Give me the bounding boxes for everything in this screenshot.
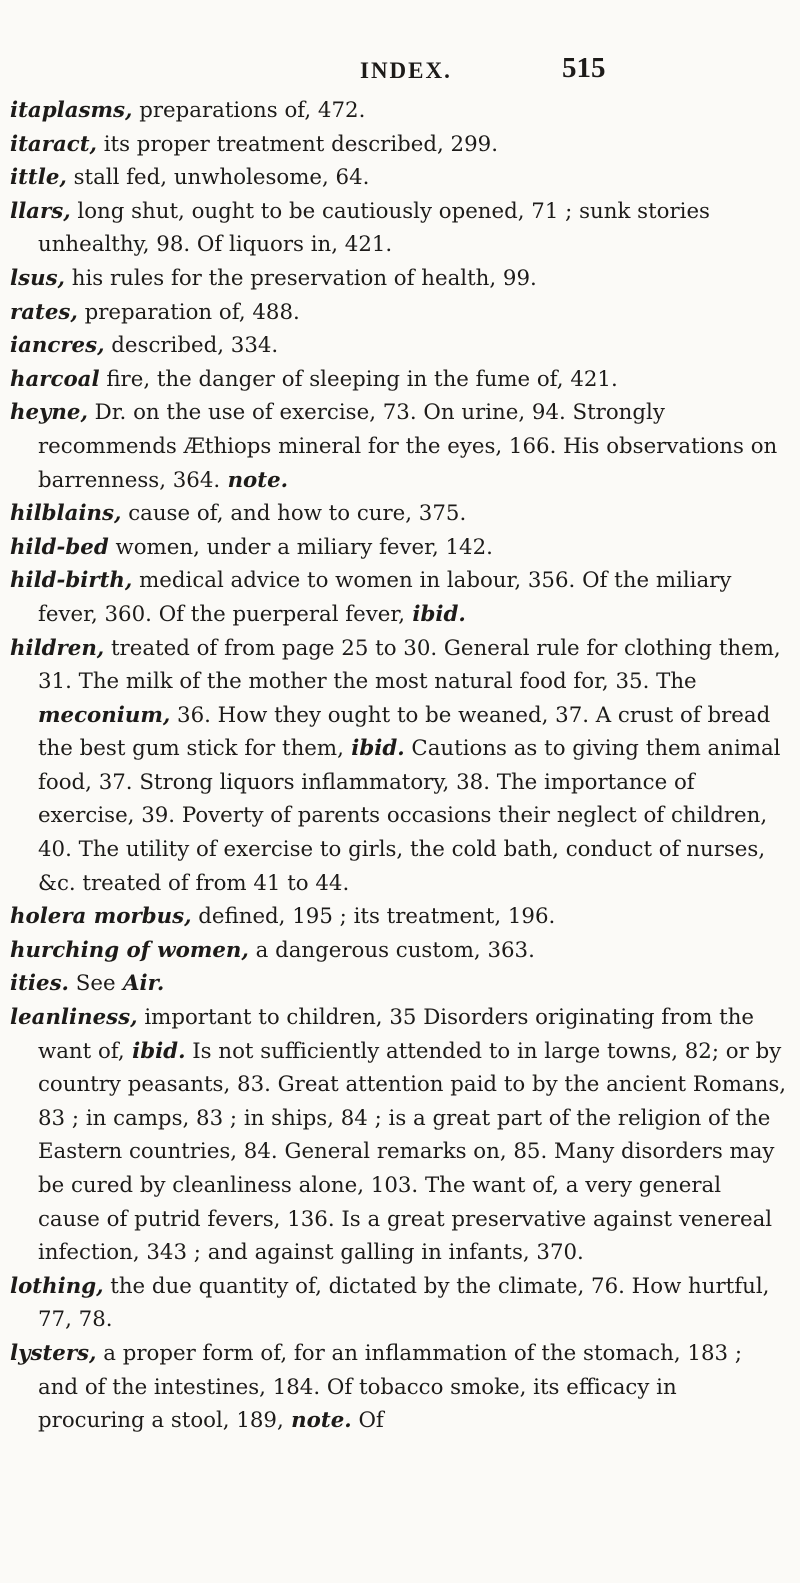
entry-text: Of	[351, 1408, 384, 1434]
entry-keyword: hurching of women,	[10, 937, 249, 963]
entry-keyword: heyne,	[10, 400, 88, 426]
entry-keyword: itaract,	[10, 131, 97, 157]
entry-keyword: hild-birth,	[10, 568, 133, 594]
entry-text: defined, 195 ; its treatment, 196.	[191, 904, 556, 930]
index-entry	[10, 296, 788, 330]
entry-keyword: leanliness,	[10, 1005, 138, 1031]
entry-text: women, under a miliary fever, 142.	[108, 534, 493, 560]
entry-italic: note.	[283, 1408, 352, 1434]
index-entry	[10, 1270, 788, 1337]
entry-text: preparation of, 488.	[77, 299, 300, 325]
entry-text: the due quantity of, dictated by the climate, 76. How hurtful, 77, 78.	[38, 1273, 770, 1333]
index-entry	[10, 363, 788, 397]
entry-italic: note.	[220, 467, 289, 493]
entry-text: a dangerous custom, 363.	[248, 937, 535, 963]
entry-keyword: lysters,	[10, 1340, 97, 1366]
entry-italic: ibid.	[405, 601, 466, 627]
entry-text: preparations of, 472.	[132, 98, 366, 123]
index-entry	[10, 900, 788, 934]
entry-keyword: ities.	[10, 971, 69, 997]
entry-text: important to children, 35 Disorders originating from the want of,	[38, 1005, 755, 1064]
entry-keyword: hildren,	[10, 635, 105, 661]
entry-text: fire, the danger of sleeping in the fume of, 421.	[99, 366, 618, 392]
entry-text: long shut, ought to be cautiously opened, 71 ; sunk stories unhealthy, 98. Of liquors in, 421.	[38, 198, 710, 258]
entry-keyword: hilblains,	[10, 501, 122, 527]
index-entry	[10, 161, 788, 195]
index-entry	[10, 94, 788, 128]
entry-italic: Air.	[115, 971, 165, 997]
index-entries	[10, 94, 788, 1438]
index-entry	[10, 128, 788, 162]
entry-text: described, 334.	[104, 333, 279, 359]
index-entry	[10, 497, 788, 531]
entry-text: Dr. on the use of exercise, 73. On urine, 94. Strongly recommends Æthiops mineral for the eyes, 166. His observations on barrenness, 364.	[38, 400, 778, 493]
index-entry	[10, 329, 788, 363]
entry-italic: meconium,	[38, 702, 171, 728]
index-entry	[10, 632, 788, 901]
entry-keyword: lsus,	[10, 265, 65, 291]
entry-italic: ibid.	[124, 1038, 186, 1064]
entry-text: 36. How they ought to be weaned, 37. A crust of bread the best gum stick for them,	[38, 702, 771, 762]
entry-text: Is not sufficiently attended to in large towns, 82; or by country peasants, 83. Great attention paid to by the ancient Romans, 83 ; in camps, 83 ; in ships, 84 ; is a great part of the religion of the Eastern countries, 84. General remarks on, 85. Many disorders may be cured by cleanliness alone, 103. The want of, a very general cause of putrid fevers, 136. Is a great preservative against venereal infection, 343 ; and against galling in infants, 370.	[38, 1038, 787, 1266]
entry-italic: ibid.	[343, 736, 405, 762]
entry-text: treated of from page 25 to 30. General rule for clothing them, 31. The milk of the mother the most natural food for, 35. The	[38, 635, 781, 695]
index-entry	[10, 396, 788, 497]
entry-keyword: ittle,	[10, 165, 67, 191]
entry-text: Cautions as to giving them animal food, 37. Strong liquors inflammatory, 38. The importance of exercise, 39. Poverty of parents occasions their neglect of children, 40. The utility of exercise to girls, the cold bath, conduct of nurses, &c. treated of from 41 to 44.	[38, 736, 781, 896]
index-entry	[10, 934, 788, 968]
entry-keyword: harcoal	[10, 366, 100, 392]
index-entry	[10, 1001, 788, 1270]
entry-keyword: hild-bed	[10, 534, 109, 560]
index-entry	[10, 262, 788, 296]
running-head: INDEX.	[360, 58, 452, 83]
entry-text: its proper treatment described, 299.	[96, 131, 498, 157]
page-header	[0, 52, 800, 92]
entry-text: a proper form of, for an inflammation of the stomach, 183 ; and of the intestines, 184. Of tobacco smoke, its efficacy in procuring a stool, 189,	[38, 1340, 742, 1434]
index-entry	[10, 195, 788, 262]
entry-text: stall fed, unwholesome, 64.	[66, 165, 370, 191]
entry-keyword: llars,	[10, 198, 71, 224]
entry-keyword: iancres,	[10, 333, 105, 359]
entry-text: cause of, and how to cure, 375.	[121, 501, 467, 527]
entry-keyword: lothing,	[10, 1273, 104, 1299]
index-entry	[10, 1337, 788, 1438]
entry-text: medical advice to women in labour, 356. Of the miliary fever, 360. Of the puerperal fever,	[38, 568, 732, 627]
page-number: 515	[562, 52, 606, 84]
index-entry	[10, 967, 788, 1001]
entry-keyword: rates,	[10, 299, 78, 325]
entry-text: See	[68, 971, 116, 997]
index-entry	[10, 531, 788, 565]
index-entry	[10, 564, 788, 631]
entry-keyword: itaplasms,	[10, 98, 133, 123]
entry-text: his rules for the preservation of health, 99.	[64, 265, 537, 291]
entry-keyword: holera morbus,	[10, 904, 192, 930]
